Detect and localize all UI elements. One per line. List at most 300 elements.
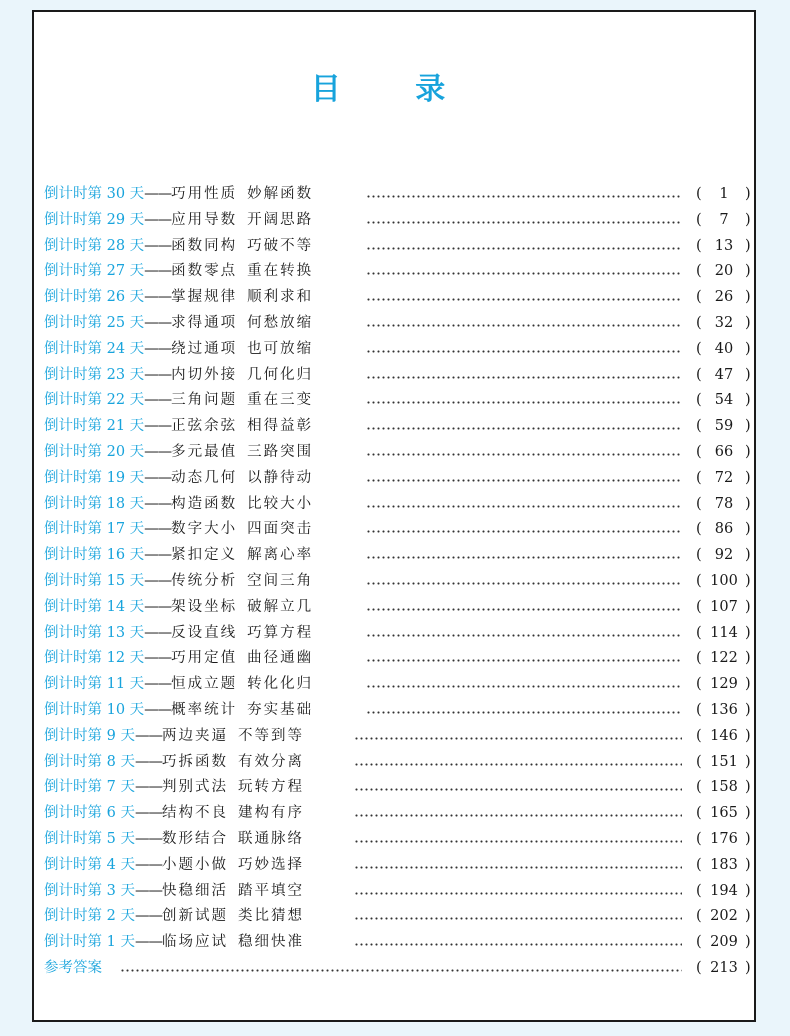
countdown-label: 倒计时第 4 天 — [44, 856, 135, 873]
paren-open: ( — [696, 443, 702, 460]
page-number: 1 — [719, 186, 729, 202]
toc-entry-text — [44, 466, 313, 492]
toc-entry[interactable] — [44, 879, 756, 905]
toc-entry[interactable] — [44, 724, 756, 750]
topic-subtitle: 曲径通幽 — [247, 650, 314, 667]
countdown-label: 倒计时第 19 天 — [44, 469, 145, 486]
paren-close: ) — [745, 366, 751, 383]
toc-entry[interactable] — [44, 337, 756, 363]
countdown-label: 倒计时第 10 天 — [44, 701, 145, 718]
paren-open: ( — [696, 263, 702, 280]
toc-entry-text — [44, 414, 313, 440]
topic-subtitle: 解离心率 — [247, 547, 314, 564]
paren-open: ( — [696, 186, 702, 202]
toc-entry-text — [44, 646, 313, 672]
paren-open: ( — [696, 495, 702, 512]
paren-close: ) — [745, 701, 751, 718]
toc-entry-text — [44, 543, 313, 569]
paren-open: ( — [696, 211, 702, 228]
page-number: 13 — [714, 237, 734, 254]
topic-title: 概率统计 — [171, 701, 238, 718]
countdown-label: 倒计时第 17 天 — [44, 521, 145, 538]
topic-subtitle: 相得益彰 — [247, 418, 314, 435]
em-dash: —— — [144, 598, 172, 615]
paren-open: ( — [696, 340, 702, 357]
topic-title: 传统分析 — [171, 572, 238, 589]
paren-open: ( — [696, 676, 702, 693]
page-number: 47 — [714, 366, 734, 383]
toc-entry-text — [44, 492, 313, 518]
paren-close: ) — [745, 521, 751, 538]
em-dash: —— — [134, 882, 162, 899]
toc-entry[interactable] — [44, 182, 756, 208]
dot-leader — [366, 505, 682, 508]
toc-entry-text — [44, 311, 313, 337]
toc-entry[interactable] — [44, 930, 756, 956]
page-number: 20 — [714, 263, 734, 280]
dot-leader — [354, 943, 682, 946]
topic-subtitle: 妙解函数 — [247, 186, 314, 202]
paren-close: ) — [745, 211, 751, 228]
em-dash: —— — [144, 237, 172, 254]
toc-entry-text — [44, 388, 313, 414]
toc-entry[interactable] — [44, 388, 756, 414]
em-dash: —— — [144, 263, 172, 280]
toc-entry-text — [44, 234, 313, 260]
topic-title: 绕过通项 — [171, 340, 238, 357]
toc-entry[interactable] — [44, 259, 756, 285]
countdown-label: 倒计时第 8 天 — [44, 753, 135, 770]
paren-close: ) — [745, 830, 751, 847]
paren-open: ( — [696, 934, 702, 951]
dot-leader — [366, 479, 682, 482]
toc-entry-text — [44, 285, 313, 311]
paren-close: ) — [745, 289, 751, 306]
topic-subtitle: 转化化归 — [247, 676, 314, 693]
countdown-label: 倒计时第 18 天 — [44, 495, 145, 512]
em-dash: —— — [144, 572, 172, 589]
toc-entry[interactable] — [44, 904, 756, 930]
page-number: 26 — [714, 289, 734, 306]
paren-close: ) — [745, 624, 751, 641]
em-dash: —— — [144, 676, 172, 693]
dot-leader — [366, 376, 682, 379]
toc-entry-text — [44, 595, 313, 621]
paren-open: ( — [696, 779, 702, 796]
paren-open: ( — [696, 314, 702, 331]
toc-entry-text — [44, 827, 304, 853]
em-dash: —— — [144, 340, 172, 357]
paren-close: ) — [745, 547, 751, 564]
topic-subtitle: 四面突击 — [247, 521, 314, 538]
paren-close: ) — [745, 959, 751, 976]
em-dash: —— — [144, 495, 172, 512]
countdown-label: 倒计时第 1 天 — [44, 934, 135, 951]
topic-subtitle: 稳细快准 — [237, 934, 304, 951]
countdown-label: 倒计时第 13 天 — [44, 624, 145, 641]
paren-close: ) — [745, 934, 751, 951]
topic-title: 应用导数 — [171, 211, 238, 228]
topic-subtitle: 巧算方程 — [247, 624, 314, 641]
topic-subtitle: 也可放缩 — [247, 340, 314, 357]
topic-subtitle: 联通脉络 — [237, 830, 304, 847]
paren-close: ) — [745, 856, 751, 873]
countdown-label: 倒计时第 14 天 — [44, 598, 145, 615]
toc-entry[interactable] — [44, 646, 756, 672]
topic-title: 判别式法 — [161, 779, 228, 796]
toc-entry[interactable] — [44, 492, 756, 518]
topic-subtitle: 类比猜想 — [237, 908, 304, 925]
paren-close: ) — [745, 237, 751, 254]
em-dash: —— — [134, 908, 162, 925]
page-number: 146 — [710, 727, 738, 744]
paren-open: ( — [696, 805, 702, 822]
page-number: 114 — [710, 624, 738, 641]
toc-entry[interactable] — [44, 698, 756, 724]
page-number: 158 — [710, 779, 738, 796]
topic-subtitle: 重在转换 — [247, 263, 314, 280]
toc-entry-text — [44, 517, 313, 543]
toc-entry[interactable] — [44, 569, 756, 595]
topic-title: 反设直线 — [171, 624, 238, 641]
topic-title: 数字大小 — [171, 521, 238, 538]
countdown-label: 倒计时第 26 天 — [44, 289, 145, 306]
toc-entry-text — [44, 621, 313, 647]
dot-leader — [354, 814, 682, 817]
paren-close: ) — [745, 727, 751, 744]
page-number: 32 — [714, 314, 734, 331]
toc-entry[interactable] — [44, 363, 756, 389]
paren-close: ) — [745, 676, 751, 693]
topic-title: 两边夹逼 — [161, 727, 228, 744]
countdown-label: 倒计时第 15 天 — [44, 572, 145, 589]
paren-close: ) — [745, 340, 751, 357]
topic-title: 临场应试 — [161, 934, 228, 951]
paren-open: ( — [696, 392, 702, 409]
toc-entry-text — [44, 750, 304, 776]
toc-entry[interactable] — [44, 672, 756, 698]
topic-subtitle: 夯实基础 — [247, 701, 314, 718]
toc-entry[interactable] — [44, 234, 756, 260]
countdown-label: 倒计时第 2 天 — [44, 908, 135, 925]
paren-open: ( — [696, 650, 702, 667]
paren-open: ( — [696, 959, 702, 976]
toc-entry[interactable] — [44, 440, 756, 466]
toc-entry-text — [44, 182, 313, 208]
topic-subtitle: 几何化归 — [247, 366, 314, 383]
em-dash: —— — [134, 830, 162, 847]
toc-entry-text — [44, 853, 304, 879]
dot-leader — [354, 917, 682, 920]
paren-open: ( — [696, 418, 702, 435]
toc-entry-text — [44, 672, 313, 698]
paren-open: ( — [696, 289, 702, 306]
countdown-label: 倒计时第 16 天 — [44, 547, 145, 564]
page-number: 54 — [714, 392, 734, 409]
topic-title: 动态几何 — [171, 469, 238, 486]
countdown-label: 倒计时第 29 天 — [44, 211, 145, 228]
countdown-label: 倒计时第 30 天 — [44, 186, 145, 202]
page-number: 183 — [710, 856, 738, 873]
dot-leader — [366, 221, 682, 224]
toc-entry-text — [44, 440, 313, 466]
em-dash: —— — [134, 779, 162, 796]
dot-leader — [366, 427, 682, 430]
em-dash: —— — [144, 443, 172, 460]
topic-title: 函数同构 — [171, 237, 238, 254]
paren-close: ) — [745, 495, 751, 512]
page-number: 59 — [714, 418, 734, 435]
toc-entry-text — [44, 879, 304, 905]
toc-entry-text — [44, 698, 313, 724]
dot-leader — [120, 969, 682, 972]
dot-leader — [366, 608, 682, 611]
em-dash: —— — [134, 753, 162, 770]
page-number: 129 — [710, 676, 738, 693]
dot-leader — [354, 840, 682, 843]
dot-leader — [366, 582, 682, 585]
paren-open: ( — [696, 624, 702, 641]
countdown-label: 倒计时第 25 天 — [44, 314, 145, 331]
topic-subtitle: 有效分离 — [237, 753, 304, 770]
paren-close: ) — [745, 882, 751, 899]
em-dash: —— — [134, 805, 162, 822]
toc-entry-answers[interactable] — [44, 956, 756, 982]
dot-leader — [366, 634, 682, 637]
dot-leader — [366, 195, 682, 198]
paren-open: ( — [696, 572, 702, 589]
topic-subtitle: 破解立几 — [247, 598, 314, 615]
em-dash: —— — [144, 366, 172, 383]
em-dash: —— — [134, 856, 162, 873]
page-number: 194 — [710, 882, 738, 899]
dot-leader — [366, 350, 682, 353]
topic-subtitle: 空间三角 — [247, 572, 314, 589]
countdown-label: 倒计时第 7 天 — [44, 779, 135, 796]
paren-open: ( — [696, 908, 702, 925]
toc-entry[interactable] — [44, 208, 756, 234]
toc-entry-text — [44, 259, 313, 285]
toc-entry[interactable] — [44, 775, 756, 801]
em-dash: —— — [144, 392, 172, 409]
countdown-label: 倒计时第 5 天 — [44, 830, 135, 847]
paren-open: ( — [696, 469, 702, 486]
em-dash: —— — [144, 547, 172, 564]
countdown-label: 倒计时第 9 天 — [44, 727, 135, 744]
em-dash: —— — [144, 469, 172, 486]
page-number: 151 — [710, 753, 738, 770]
page-number: 122 — [710, 650, 738, 667]
countdown-label: 倒计时第 20 天 — [44, 443, 145, 460]
paren-close: ) — [745, 392, 751, 409]
paren-open: ( — [696, 830, 702, 847]
em-dash: —— — [144, 650, 172, 667]
paren-open: ( — [696, 753, 702, 770]
page-number: 107 — [710, 598, 738, 615]
topic-title: 数形结合 — [161, 830, 228, 847]
topic-title: 求得通项 — [171, 314, 238, 331]
paren-open: ( — [696, 237, 702, 254]
toc-entry[interactable] — [44, 543, 756, 569]
topic-subtitle: 三路突围 — [247, 443, 314, 460]
toc-entry-text — [44, 208, 313, 234]
topic-title: 正弦余弦 — [171, 418, 238, 435]
em-dash: —— — [144, 211, 172, 228]
dot-leader — [366, 530, 682, 533]
page-number: 213 — [710, 959, 738, 976]
toc-entry[interactable] — [44, 414, 756, 440]
paren-open: ( — [696, 856, 702, 873]
countdown-label: 倒计时第 12 天 — [44, 650, 145, 667]
toc-entry-text — [44, 930, 304, 956]
paren-close: ) — [745, 572, 751, 589]
countdown-label: 倒计时第 11 天 — [44, 676, 145, 693]
em-dash: —— — [134, 934, 162, 951]
paren-close: ) — [745, 418, 751, 435]
page-number: 7 — [719, 211, 729, 228]
paren-close: ) — [745, 650, 751, 667]
em-dash: —— — [144, 314, 172, 331]
page-title: 目 录 — [310, 72, 478, 107]
paren-close: ) — [745, 186, 751, 202]
toc-entry[interactable] — [44, 466, 756, 492]
page-number: 209 — [710, 934, 738, 951]
toc-entry-text — [44, 724, 304, 750]
toc-entry[interactable] — [44, 827, 756, 853]
topic-subtitle: 顺利求和 — [247, 289, 314, 306]
dot-leader — [354, 788, 682, 791]
paren-close: ) — [745, 779, 751, 796]
page-number: 78 — [714, 495, 734, 512]
topic-subtitle: 玩转方程 — [237, 779, 304, 796]
dot-leader — [354, 866, 682, 869]
topic-title: 恒成立题 — [171, 676, 238, 693]
topic-title: 巧拆函数 — [161, 753, 228, 770]
countdown-label: 倒计时第 6 天 — [44, 805, 135, 822]
em-dash: —— — [144, 418, 172, 435]
paren-open: ( — [696, 598, 702, 615]
topic-title: 构造函数 — [171, 495, 238, 512]
topic-subtitle: 比较大小 — [247, 495, 314, 512]
paren-open: ( — [696, 882, 702, 899]
em-dash: —— — [144, 701, 172, 718]
paren-open: ( — [696, 521, 702, 538]
dot-leader — [366, 711, 682, 714]
dot-leader — [366, 401, 682, 404]
toc-entry-text — [44, 904, 304, 930]
page-number: 136 — [710, 701, 738, 718]
paren-open: ( — [696, 727, 702, 744]
countdown-label: 倒计时第 27 天 — [44, 263, 145, 280]
dot-leader — [366, 324, 682, 327]
topic-title: 掌握规律 — [171, 289, 238, 306]
paren-open: ( — [696, 701, 702, 718]
paren-close: ) — [745, 314, 751, 331]
dot-leader — [366, 453, 682, 456]
toc-entry[interactable] — [44, 517, 756, 543]
page-number: 72 — [714, 469, 734, 486]
paren-close: ) — [745, 263, 751, 280]
countdown-label: 倒计时第 23 天 — [44, 366, 145, 383]
paren-open: ( — [696, 366, 702, 383]
em-dash: —— — [144, 521, 172, 538]
paren-close: ) — [745, 598, 751, 615]
toc-entry-text — [44, 337, 313, 363]
topic-title: 快稳细活 — [161, 882, 228, 899]
em-dash: —— — [144, 186, 172, 202]
page-number: 92 — [714, 547, 734, 564]
toc-page — [32, 10, 756, 1022]
countdown-label: 倒计时第 28 天 — [44, 237, 145, 254]
toc-entry[interactable] — [44, 801, 756, 827]
toc-entry[interactable] — [44, 311, 756, 337]
dot-leader — [366, 272, 682, 275]
toc-entry[interactable] — [44, 595, 756, 621]
toc-entry-text — [44, 363, 313, 389]
dot-leader — [366, 556, 682, 559]
topic-title: 巧用定值 — [171, 650, 238, 667]
toc-entry[interactable] — [44, 285, 756, 311]
topic-title: 小题小做 — [161, 856, 228, 873]
topic-subtitle: 以静待动 — [247, 469, 314, 486]
topic-subtitle: 巧妙选择 — [237, 856, 304, 873]
toc-list — [44, 182, 756, 982]
countdown-label: 倒计时第 24 天 — [44, 340, 145, 357]
topic-title: 内切外接 — [171, 366, 238, 383]
toc-entry[interactable] — [44, 853, 756, 879]
countdown-label: 倒计时第 3 天 — [44, 882, 135, 899]
dot-leader — [366, 659, 682, 662]
topic-title: 巧用性质 — [171, 186, 238, 202]
topic-subtitle: 何愁放缩 — [247, 314, 314, 331]
paren-close: ) — [745, 753, 751, 770]
toc-entry-text — [44, 801, 304, 827]
topic-subtitle: 巧破不等 — [247, 237, 314, 254]
toc-entry-text — [44, 569, 313, 595]
dot-leader — [354, 763, 682, 766]
paren-close: ) — [745, 469, 751, 486]
topic-title: 三角问题 — [171, 392, 238, 409]
countdown-label: 倒计时第 21 天 — [44, 418, 145, 435]
toc-entry[interactable] — [44, 750, 756, 776]
paren-close: ) — [745, 908, 751, 925]
dot-leader — [354, 737, 682, 740]
toc-entry-text — [44, 775, 304, 801]
page-number: 100 — [710, 572, 738, 589]
topic-title: 架设坐标 — [171, 598, 238, 615]
countdown-label: 倒计时第 22 天 — [44, 392, 145, 409]
toc-entry[interactable] — [44, 621, 756, 647]
dot-leader — [366, 247, 682, 250]
topic-title: 多元最值 — [171, 443, 238, 460]
page-number: 176 — [710, 830, 738, 847]
dot-leader — [366, 685, 682, 688]
topic-title: 结构不良 — [161, 805, 228, 822]
topic-title: 紧扣定义 — [171, 547, 238, 564]
paren-close: ) — [745, 443, 751, 460]
topic-subtitle: 不等到等 — [237, 727, 304, 744]
topic-subtitle: 踏平填空 — [237, 882, 304, 899]
page-number: 165 — [710, 805, 738, 822]
paren-open: ( — [696, 547, 702, 564]
topic-title: 创新试题 — [161, 908, 228, 925]
em-dash: —— — [144, 289, 172, 306]
dot-leader — [354, 892, 682, 895]
page-number: 86 — [714, 521, 734, 538]
page-number: 66 — [714, 443, 734, 460]
dot-leader — [366, 298, 682, 301]
page-number: 202 — [710, 908, 738, 925]
